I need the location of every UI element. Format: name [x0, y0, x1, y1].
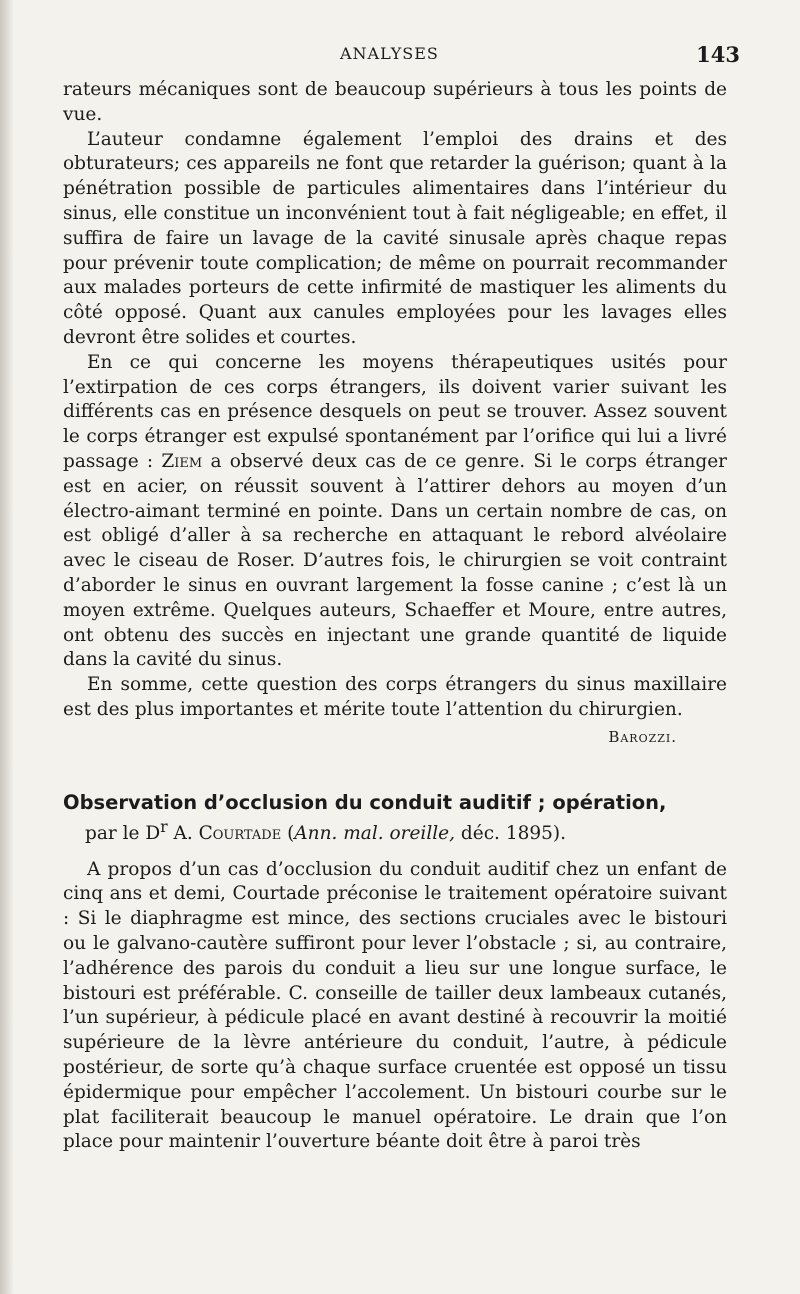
page-gutter-shadow: [0, 0, 14, 1294]
paragraph-therapeutic-means: [63, 351, 727, 673]
byline-date: déc. 1895).: [460, 822, 566, 844]
byline-author: Courtade: [198, 822, 282, 844]
page-number: 143: [696, 42, 740, 67]
byline-prefix: par le D: [85, 822, 161, 844]
paragraph-case-report: A propos d’un cas d’occlusion du conduit auditif chez un enfant de cinq ans et demi, Courtade préconise le traitement opératoire suivant : Si le diaphragme est mince, des sections cruciales avec le bistouri ou le galvano-cautère suffiront pour lever l’obstacle ; si, au contraire, l’adhérence des parois du conduit a lieu sur une longue surface, le bistouri est préférable. C. conseille de tailler deux lambeaux cutanés, l’un supérieur, à pédicule placé en avant destiné à recouvrir la moitié supérieure de la lèvre antérieure du conduit, l’autre, à pédicule postérieur, de sorte qu’à chaque surface cruentée est opposé un tissu épidermique pour empêcher l’accolement. Un bistouri courbe sur le plat faciliterait beaucoup le manuel opératoire. Le drain que l’on place pour maintenir l’ouverture béante doit être à paroi très: [63, 858, 727, 1153]
page-header: [60, 44, 740, 74]
running-title: ANALYSES: [340, 44, 439, 63]
paragraph-continuation: rateurs mécaniques sont de beaucoup supérieurs à tous les points de vue.: [63, 79, 727, 125]
paragraph-text: a observé deux cas de ce genre. Si le corps étranger est en acier, on réussit souvent à l’attirer dehors au moyen d’un électro-aimant terminé en pointe. Dans un certain nombre de cas, on est obligé d’aller à sa recherche en attaquant le rebord alvéolaire avec le ciseau de Roser. D’autres fois, le chirurgien se voit contraint d’aborder le sinus en ouvrant largement la fosse canine ; c’est là un moyen extrême. Quelques auteurs, Schaeffer et Moure, entre autres, ont obtenu des succès en injectant une grande quantité de liquide dans la cavité du sinus.: [63, 450, 727, 671]
paragraph-drains: L’auteur condamne également l’emploi des drains et des obturateurs; ces appareils ne font que retarder la guérison; quant à la pénétration possible de particules alimentaires dans l’intérieur du sinus, elle constitue un inconvénient tout à fait négligeable; en effet, il suffira de faire un lavage de la cavité sinusale après chaque repas pour prévenir toute complication; de même on pourrait recommander aux malades porteurs de cette infirmité de mastiquer les aliments du côté opposé. Quant aux canules employées pour les lavages elles devront être solides et courtes.: [63, 128, 727, 348]
body-text: [63, 78, 727, 1155]
author-signature: Barozzi.: [608, 727, 677, 746]
byline-journal: Ann. mal. oreille,: [294, 822, 456, 844]
paragraph-text: En ce qui concerne les moyens thérapeutiques usités pour l’extirpation de ces corps étrangers, ils doivent varier suivant les différents cas en présence desquels on peut se trouver. Assez souvent le corps étranger est expulsé spontanément par l’orifice qui lui a livré passage :: [63, 351, 727, 472]
article-title: Observation d’occlusion du conduit auditif ; opération,: [63, 790, 667, 814]
article-byline: [85, 815, 727, 846]
paragraph-conclusion: En somme, cette question des corps étrangers du sinus maxillaire est des plus importantes et mérite toute l’attention du chirurgien.: [63, 674, 727, 720]
author-name-ziem: Ziem: [161, 450, 203, 472]
byline-initial: A.: [173, 822, 193, 844]
byline-sup: r: [160, 817, 168, 836]
byline-open-paren: (: [287, 822, 295, 844]
